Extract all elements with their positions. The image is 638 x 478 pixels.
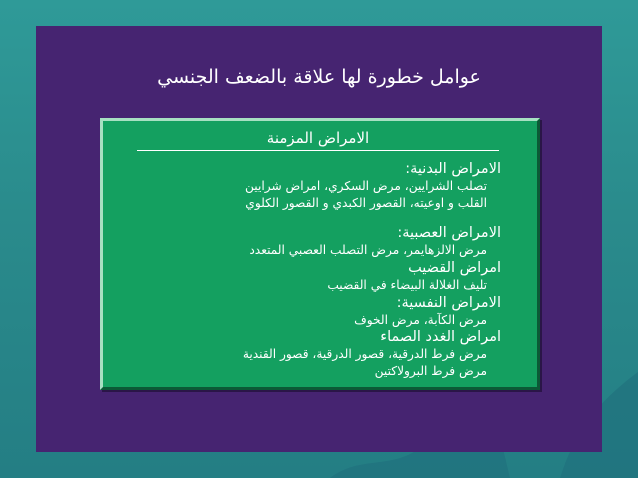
section-neurological (121, 225, 501, 259)
section-line: مرض الكآبة، مرض الخوف (354, 313, 487, 327)
slide-panel (36, 26, 602, 452)
section-line: تليف الغلالة البيضاء في القضيب (327, 278, 487, 292)
section-heading: الامراض العصبية: (397, 225, 501, 241)
section-penile (121, 260, 501, 294)
section-line: مرض الالزهايمر، مرض التصلب العصبي المتعدد (249, 243, 487, 257)
section-heading: الامراض النفسية: (396, 295, 501, 311)
section-heading: الامراض البدنية: (405, 161, 501, 177)
section-psychological (121, 295, 501, 329)
section-heading: امراض القضيب (408, 260, 501, 276)
section-physical (121, 161, 501, 212)
chronic-diseases-card (100, 118, 540, 390)
section-line: تصلب الشرايين، مرض السكري، امراض شرايين (244, 179, 487, 193)
section-line: القلب و اوعيته، القصور الكبدي و القصور الكلوي (245, 196, 487, 210)
section-heading: امراض الغدد الصماء (380, 329, 501, 345)
card-title: الامراض المزمنة (137, 129, 499, 151)
section-endocrine (121, 329, 501, 380)
section-line: مرض فرط البرولاكتين (374, 364, 487, 378)
section-line: مرض فرط الدرقية، قصور الدرقية، قصور القندية (242, 347, 487, 361)
slide-title: عوامل خطورة لها علاقة بالضعف الجنسي (157, 66, 481, 88)
